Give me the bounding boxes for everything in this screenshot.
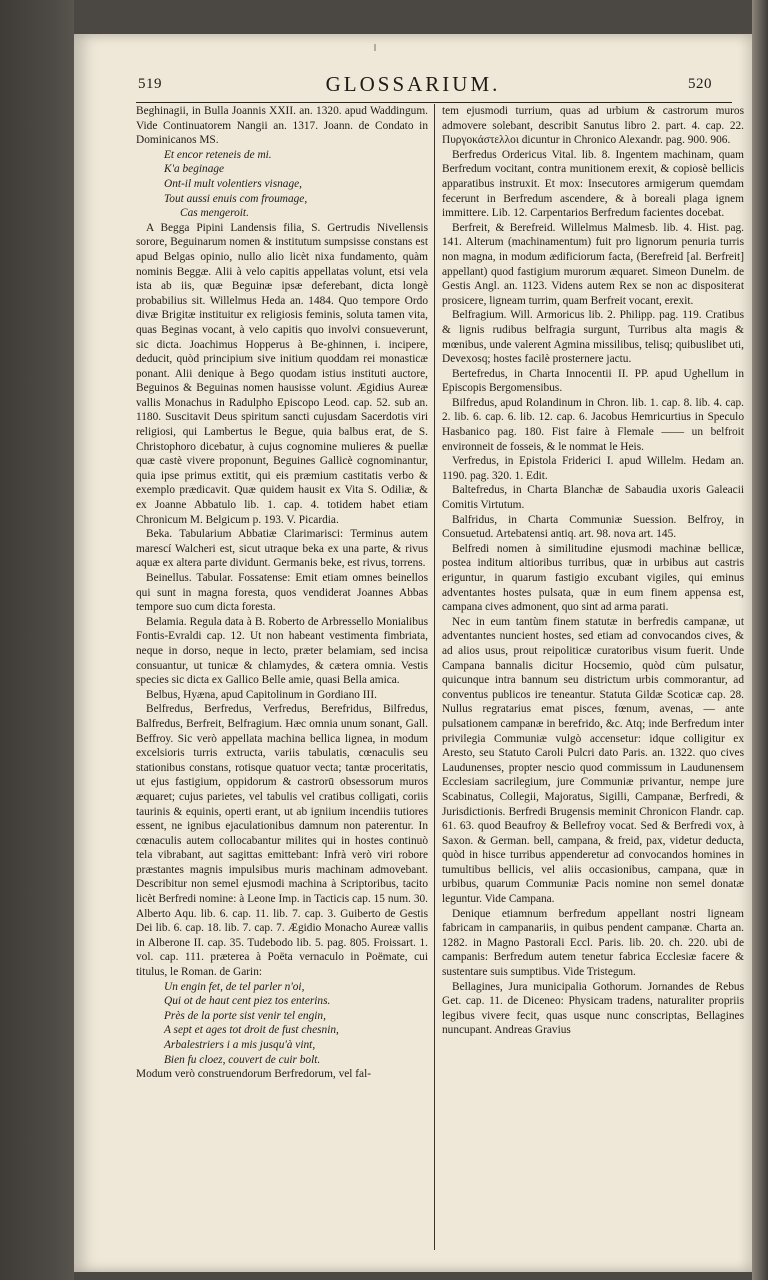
text-paragraph: Nec in eum tantùm finem statutæ in berfredis campanæ, ut adventantes nuncient hostes, sed etiam ad convocandos cives, & ad alios usus, prout reipoliticæ curatoribus visum fuerit. Unde Campana bannalis dicitur Hocsemio, quòd cùm pulsatur, quicunque intra bannum seu districtum urbis commorantur, ad conventus publicos ire teneantur. Statuta Gildæ Scoticæ cap. 28. Nullus regratarius emat pisces, fœnum, avenas, — ante pulsationem campanæ in berefrido, &c. Atq; inde Berfredum inter privilegia Communiæ vulgò accensetur: idque colligitur ex Aresto, seu Statuto Caroli Pulcri dato Paris. an. 1322. quo cives Laudunenses, propter nescio quod commissum in Laudunensem Ecclesiam sacrilegium, jure Communiæ privantur, nempe jure Scabinatus, Collegii, Majoratus, Sigilli, Campanæ, Berfredi, & Jurisdictionis. Berfredi Brugensis meminit Chronicon Flandr. cap. 61. 63. quod Beaufroy & Bellefroy vocat. Sed & Berfredi vox, à Saxon. & German. bell, campana, & freid, pax, videtur deducta, quòd in hisce turribus appenderetur ad convocandos homines in tumultibus bellicis, vel aliis occasionibus, campana, quæ in urbibus, quarum Communiæ Pacis nomine non semel donatæ leguntur. Vide Campana. xyxy=(442,615,744,906)
text-paragraph: tem ejusmodi turrium, quas ad urbium & castrorum muros admovere solebant, describit Sanutus libro 2. part. 4. cap. 22. Πυργοκάστελλοι dicuntur in Chronico Alexandr. pag. 900. 906. xyxy=(442,105,744,147)
header-rule xyxy=(136,102,732,103)
column-divider xyxy=(434,104,435,1250)
text-paragraph: Berfredus Ordericus Vital. lib. 8. Ingentem machinam, quam Berfredum vocitant, contra munitionem erexit, & copiosè bellicis apparatibus instruxit. Et mox: Insecutores armigerum quemdam fecerunt in Berfredum ascendere, & à boreali plaga ignem immittere. Lib. 12. Carpentarios Berfredum facientes docebat. xyxy=(442,148,744,220)
text-paragraph: Beka. Tabularium Abbatiæ Clarimarisci: Terminus autem marescí Walcheri est, sicut utraque beka ex una parte, & rivus aquæ ex altera parte dividunt. Germanis beke, est rivus, torrens. xyxy=(136,528,428,570)
text-paragraph: Balfridus, in Charta Communiæ Suession. Belfroy, in Consuetud. Artebatensi antiq. art. 98. nova art. 145. xyxy=(442,513,744,541)
verse-line: Tout aussi enuis com froumage, xyxy=(164,192,308,205)
pencil-mark xyxy=(374,44,376,51)
right-page-number: 520 xyxy=(688,76,712,92)
text-paragraph: Bellagines, Jura municipalia Gothorum. Jornandes de Rebus Get. cap. 11. de Diceneo: Physicam tradens, naturaliter propriis legibus vivere fecit, quas usque nunc conscriptas, Bellagines nuncupant. Andreas Gravius xyxy=(442,980,744,1037)
text-paragraph: Beghinagii, in Bulla Joannis XXII. an. 1320. apud Waddingum. Vide Continuatorem Nangii an. 1317. Joann. de Condato in Dominicanos MS. xyxy=(136,105,428,147)
left-page-number: 519 xyxy=(138,76,162,92)
book-page xyxy=(74,34,752,1272)
verse-line: Et encor reteneis de mi. xyxy=(164,148,272,161)
verse-line: K'a beginage xyxy=(164,163,225,176)
text-paragraph: Berfreit, & Berefreid. Willelmus Malmesb. lib. 4. Hist. pag. 141. Alterum (machinamentum) fuit pro lignorum penuria turris non magna, in modum ædificiorum facta, (Berefreid [al. Berfreit] appellant) quod fastigium murorum æquaret. Simeon Dunelm. de Gestis Angl. an. 1123. Videns autem Rex se non ac dispositerat prosicere, ligneam turrim, quam Berfreit vocant, erexit. xyxy=(442,221,744,307)
scan-left-gutter xyxy=(0,0,74,1280)
right-column xyxy=(442,104,744,1254)
verse-line: Bien fu cloez, couvert de cuir bolt. xyxy=(164,1053,321,1066)
text-paragraph: Belamia. Regula data à B. Roberto de Arbressello Monialibus Fontis-Evraldi cap. 12. Ut non habeant vestimenta fimbriata, neque in dorso, neque in lecto, præter belamiam, sed incisa consuantur, ut tunicæ & chlamydes, & cætera omnia. Vestis species sic dicta ex Gallico Belle amie, quasi Bella amica. xyxy=(136,615,428,687)
text-paragraph: Beinellus. Tabular. Fossatense: Emit etiam omnes beinellos qui sunt in magna foresta, quos vendiderat Joannes Abbas tempore suo cum dicta foresta. xyxy=(136,572,428,614)
page-title: GLOSSARIUM. xyxy=(325,72,501,96)
text-paragraph: Bilfredus, apud Rolandinum in Chron. lib. 1. cap. 8. lib. 4. cap. 2. lib. 6. cap. 6. lib. 12. cap. 6. Jacobus Hemricurtius in Speculo Hasbanico pag. 180. Fist faire à Flemale —— un belfroit environneit de fosseis, & le nommat le Heis. xyxy=(442,396,744,453)
text-paragraph: A Begga Pipini Landensis filia, S. Gertrudis Nivellensis sorore, Beguinarum nomen & institutum sumpsisse constans est apud Belgas opinio, nullo alio licèt nixa fundamento, quàm nominis Beggæ. Alii à velo capitis appellatas volunt, etsi vela ista ab iis, quæ Beguinæ ipsæ deferebant, dicta longè probabilius sit. Willelmus Heda an. 1484. Quo tempore Ordo divæ Brigitæ instituitur ex religiosis feminis, soluta tamen vita, quas Beginas vocant, à velo capitis quo involvi consueverunt, sic dicta. Joachimus Hopperus à Be-ghinnen, i. incipere, deducit, quòd principium sive initium quoddam rei monasticæ ponant. Alii denique à Bego quodam istius instituti auctore, Beguinos & Beguinas nomen hausisse volunt. Ægidius Aureæ vallis Monachus in Radulpho Episcopo Leod. cap. 52. sub an. 1180. Suscitavit Deus spiritum sancti cujusdam Sacerdotis viri religiosi, qui Lambertus le Begue, quia balbus erat, de S. Christophoro dicebatur, à cujus cognomine mulieres & puellæ quæ castè vivere proponunt, Beguines Gallicè cognominantur, quia ipse primus extitit, qui eis præmium castitatis verbo & exemplo prædicavit. Quæ quidem hausit ex Vita S. Odiliæ, & ex Joanne Abbatulo lib. 1. cap. 4. totidem habet etiam Chronicum M. Belgicum p. 193. V. Picardia. xyxy=(136,221,428,526)
text-paragraph: Modum verò construendorum Berfredorum, vel fal- xyxy=(136,1068,372,1081)
verse-line: Cas mengeroit. xyxy=(180,207,249,220)
verse-line: A sept et ages tot droit de fust chesnin, xyxy=(164,1024,339,1037)
text-paragraph: Baltefredus, in Charta Blanchæ de Sabaudia uxoris Galeacii Comitis Virtutum. xyxy=(442,484,744,512)
running-head xyxy=(74,72,752,100)
text-paragraph: Verfredus, in Epistola Friderici I. apud Willelm. Hedam an. 1190. pag. 320. 1. Edit. xyxy=(442,455,744,482)
scan-right-edge xyxy=(752,0,768,1280)
text-paragraph: Denique etiamnum berfredum appellant nostri ligneam fabricam in campanariis, in quibus pendent campanæ. Charta an. 1282. in Magno Pastorali Eccl. Paris. lib. 20. ch. 220. ubi de campanis: Berfredum autem tenetur fabrica Ecclesiæ facere & sustentare suis sumptibus. Vide Tristegum. xyxy=(442,907,744,979)
text-paragraph: Bertefredus, in Charta Innocentii II. PP. apud Ughellum in Episcopis Bergomensibus. xyxy=(442,367,744,395)
verse-line: Ont-il mult volentiers visnage, xyxy=(164,177,302,190)
verse-line: Qui ot de haut cent piez tos enterins. xyxy=(164,995,331,1008)
text-paragraph: Belfragium. Will. Armoricus lib. 2. Philipp. pag. 119. Cratibus & lignis rudibus belfragia surgunt, Turribus alta magis & mœnibus, unde valerent Agmina missilibus, telisq; quibuslibet uti, Devexosq; hostes facilè prosternere jactu. xyxy=(442,309,744,366)
left-column xyxy=(136,104,428,1254)
verse-line: Un engin fet, de tel parler n'oi, xyxy=(164,980,305,993)
text-paragraph: Belfredus, Berfredus, Verfredus, Berefridus, Bilfredus, Balfredus, Berfreit, Belfragium. Hæc omnia unum sonant, Gall. Beffroy. Sic verò appellata machina bellica lignea, in modum excelsioris turris extructa, variis tabulatis, cœnaculis seu stationibus constans, rotisque quatuor vecta; tantæ proceritatis, ut ejus fastigium, oppidorum & castrorū obsessorum muros æquaret; cujus parietes, vel tabulis vel cratibus colligati, coriis taurinis & equinis, operti erant, ut ab igniium incendiis tutiores essent, ne ignibus ejaculationibus damnum non paterentur. In cœnaculis autem collocabantur milites qui in hostes continuò tela vibrabant, aut sagittas emittebant: Infrà verò viri robore præstantes magnis impulsibus muris machinam admovebant. Describitur non semel ejusmodi machina à Scriptoribus, tacito licèt Berfredi nomine: à Leone Imp. in Tacticis cap. 15 num. 30. Alberto Aqu. lib. 6. cap. 11. lib. 7. cap. 3. Guiberto de Gestis Dei lib. 6. cap. 18. lib. 7. cap. 7. Ægidio Monacho Aureæ vallis in Alberone II. cap. 35. Tudebodo lib. 5. pag. 805. Froissart. 1. vol. cap. 111. præterea à Poëta vernaculo in Poëmate, cui titulus, le Roman. de Garin: xyxy=(136,703,428,979)
verse-line: Arbalestriers i a mis jusqu'à vint, xyxy=(164,1039,316,1051)
text-paragraph: Belbus, Hyæna, apud Capitolinum in Gordiano III. xyxy=(146,688,377,701)
verse-line: Près de la porte sist venir tel engin, xyxy=(164,1009,326,1022)
text-paragraph: Belfredi nomen à similitudine ejusmodi machinæ bellicæ, postea inditum altioribus turribus, quæ in urbibus aut castris eriguntur, in quarum fastigio excubant vigiles, qui eminus adventantes hostes pulsata, quæ in eum finem appensa est, campana cives admonent, quo sint ad arma parati. xyxy=(442,542,744,614)
